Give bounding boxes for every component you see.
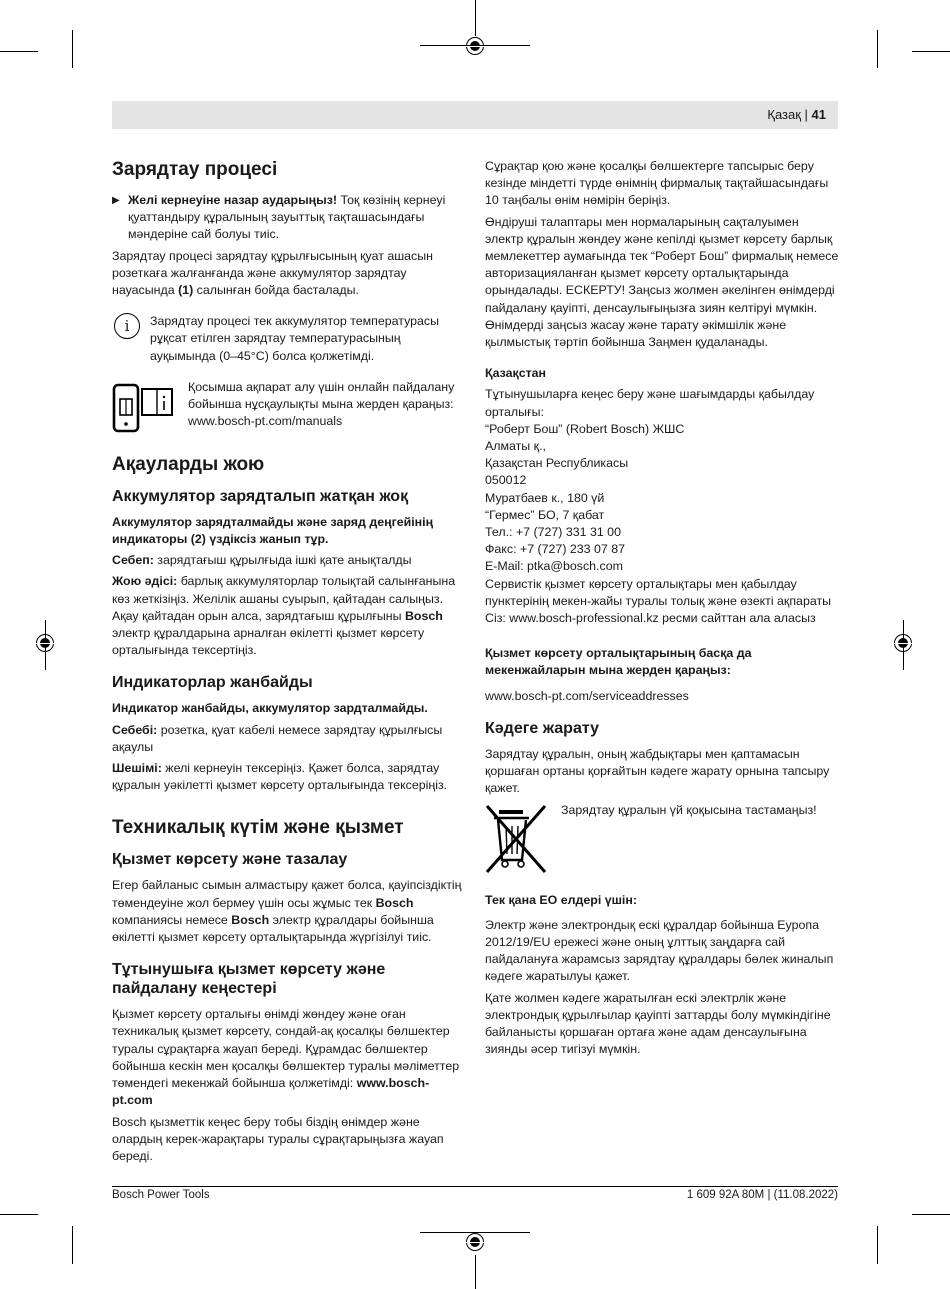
- crossed-out-bin-icon: [485, 802, 549, 874]
- contact-line: Сервистік қызмет көрсету орталықтары мен қабылдау пунктерінің мекен-жайы туралы толық және өзекті ақпараты Сіз: www.bosch-professional.kz ресми сайттан ала аласыз: [485, 576, 832, 626]
- crop-mark: [877, 30, 878, 68]
- contact-line: Муратбаев к., 180 үй: [485, 490, 605, 505]
- section-title-disposal: Кәдеге жарату: [485, 719, 599, 737]
- remedy-text: барлық аккумуляторлар толықтай салынғанына көз жеткізіңіз. Желілік ашаны суырып, қайтадан салыңыз. Ақау қайтадан орын алса, зарядтағыш құрылғыны: [112, 574, 456, 623]
- charging-text-b: салынған бойда басталады.: [193, 283, 359, 298]
- service-text: Егер байланыс сымын алмастыру қажет болса, қауіпсіздіктің төмендеуіне жол бермеу үшін осы жұмыс тек: [112, 878, 462, 910]
- charging-paragraph: [112, 248, 467, 300]
- contact-line: Тұтынушыларға кеңес беру және шағымдарды қабылдау орталығы:: [485, 387, 815, 419]
- bosch-advice-paragraph: Bosch қызметтік кеңес беру тобы біздің өнімдер және олардың керек-жарақтары туралы сұрақтарыңызға жауап береді.: [112, 1114, 444, 1163]
- crop-mark: [72, 30, 73, 68]
- kazakhstan-title: Қазақстан: [485, 366, 547, 381]
- cause-text: розетка, қуат кабелі немесе зарядтау құрылғысы ақаулы: [112, 722, 443, 754]
- kazakhstan-heading: [485, 365, 840, 382]
- online-manual-icon: [112, 379, 182, 435]
- subsection-no-indicators: Индикаторлар жанбайды: [112, 674, 313, 692]
- manual-note: [112, 379, 467, 435]
- charging-text-a: Зарядтау процесі зарядтау құрылғысының қуат ашасын розеткаға жалғанғанда және аккумулятор зарядтау науасында: [112, 248, 433, 298]
- symptom-1-text: Аккумулятор зарядталмайды және заряд деңгейінің индикаторы (2) үздіксіз жанып тұр.: [112, 514, 434, 547]
- remedy-text: желі кернеуін тексеріңіз. Қажет болса, зарядтау құралын уәкілетті қызмет көрсету орталығында тексеріңіз.: [112, 761, 448, 793]
- cause-label: Себебі:: [112, 722, 158, 737]
- addresses-heading: [485, 645, 840, 679]
- disposal-paragraph: Зарядтау құралын, оның жабдықтары мен қаптамасын қоршаған ортаны қорғайтын кәдеге жарату орнына тапсыру қажет.: [485, 746, 830, 796]
- cause-2: [112, 722, 467, 756]
- order-info-paragraph: Сұрақтар қою және қосалқы бөлшектерге тапсырыс беру кезінде міндетті түрде өнімнің фирмалық тақтайшасындағы 10 таңбалы өнім нөмірін беріңіз.: [485, 159, 829, 208]
- household-waste-text: Зарядтау құралын үй қоқысына тастамаңыз!: [561, 802, 817, 817]
- symptom-1: [112, 514, 467, 548]
- page-header: [112, 101, 838, 129]
- crop-mark: [0, 51, 38, 52]
- eu-title: Тек қана ЕО елдері үшін:: [485, 892, 637, 907]
- crop-mark: [475, 1255, 476, 1289]
- household-waste-warning: [485, 802, 840, 874]
- remedy-2: [112, 760, 467, 794]
- registration-mark-icon: [466, 1233, 484, 1251]
- contact-line: Қазақстан Республикасы: [485, 456, 629, 471]
- cause-label: Себеп:: [112, 553, 154, 568]
- warning-text: Тоқ көзінің кернеуі қуаттандыру құралының зауыттық тақташасындағы мәндеріне сай болуы тиіс.: [128, 193, 446, 242]
- service-text: электр құралдары бойынша өкілетті қызмет көрсету орталықтарында жүргізілуі тиіс.: [112, 912, 434, 945]
- right-column: [485, 158, 840, 1062]
- remedy-text: электр құралдарына арналған өкілетті қызмет көрсету орталығында тексертіңіз.: [112, 626, 425, 658]
- manual-note-text: Қосымша ақпарат алу үшін онлайн пайдалану бойынша нұсқаулықты мына жерден қараңыз: www.bosch-pt.com/manuals: [188, 379, 455, 429]
- service-text: компаниясы немесе: [112, 912, 232, 927]
- header-language: Қазақ: [767, 107, 801, 122]
- eu-heading: [485, 892, 840, 909]
- voltage-warning: [112, 192, 467, 244]
- warranty-paragraph: Өндіруші талаптары мен нормаларының сақталуымен электр құралын жөндеу және кепілді қызмет көрсету барлық мемлекеттер аумағында тек “Роберт Бош” фирмалық немесе авторизацияланған қызмет көрсету орталықтарында орындалады. ЕСКЕРТУ! Заңсыз жолмен әкелінген өнімдерді пайдалану қауіпті, денсаулығыңызға зиян келтіруі мүмкін. Өнімдерді заңсыз жасау және тарату әкімшілік және қылмыстық тәртіп бойынша Заңмен қудаланады.: [485, 214, 839, 350]
- cause-1: [112, 552, 467, 569]
- symptom-2-text: Индикатор жанбайды, аккумулятор зардталмайды.: [112, 701, 428, 716]
- footer-doc-ref: 1 609 92A 80M | (11.08.2022): [686, 1189, 838, 1201]
- contact-line: 050012: [485, 473, 527, 488]
- temperature-note-text: Зарядтау процесі тек аккумулятор температурасы рұқсат етілген зарядтау температурасының ауқымында (0–45°C) болса қолжетімді.: [150, 314, 440, 363]
- fax-line: Факс: +7 (727) 233 07 87: [485, 542, 626, 557]
- crop-mark: [0, 1214, 38, 1215]
- charging-ref: (1): [178, 283, 194, 298]
- symptom-2: [112, 700, 467, 717]
- remedy-label: Жою әдісі:: [112, 574, 178, 589]
- eu-hazard-paragraph: Қате жолмен кәдеге жаратылған ескі электрлік және электрондық құрылғылар қауіпті заттарды болу мүмкіндігіне байланысты қоршаған ортаға және адам денсаулығына зиянды әсер тигізуі мүмкін.: [485, 990, 831, 1057]
- left-column: [112, 158, 467, 1169]
- contact-line: Алматы қ.,: [485, 439, 546, 454]
- section-title-maintenance: Техникалық күтім және қызмет: [112, 817, 404, 839]
- subsection-not-charging: Аккумулятор зарядталып жатқан жоқ: [112, 487, 409, 505]
- warning-bold: Желі кернеуіне назар аударыңыз!: [128, 193, 338, 207]
- addresses-title: Қызмет көрсету орталықтарының басқа да мекенжайларын мына жерден қараңыз:: [485, 646, 752, 678]
- subsection-service-cleaning: Қызмет көрсету және тазалау: [112, 851, 348, 869]
- registration-mark-icon: [894, 634, 912, 652]
- contact-line: “Гермес” БО, 7 қабат: [485, 507, 605, 522]
- footer-divider: [112, 1186, 838, 1187]
- phone-line: Тел.: +7 (727) 331 31 00: [485, 525, 621, 540]
- service-addresses-link[interactable]: www.bosch-pt.com/serviceaddresses: [485, 688, 689, 703]
- customer-service-text: Қызмет көрсету орталығы өнімді жөндеу және оған техникалық қызмет көрсету, сондай-ақ қосалқы бөлшектер туралы сұрақтарға жауап береді. Құрамдас бөлшектер бойынша кескін мен қосалқы бөлшектер туралы мәліметтер төмендегі мекенжай бойынша қолжетімді:: [112, 1007, 460, 1091]
- spare-parts-link[interactable]: www.bosch-pt.com: [112, 1076, 430, 1108]
- eu-directive-paragraph: Электр және электрондық ескі құралдар бойынша Еуропа 2012/19/EU ережесі және оның ұлттық заңдарға сай пайдалануға жарамсыз зарядтау құралдары бөлек жиналып кәдеге жаратылуы қажет.: [485, 917, 834, 984]
- service-paragraph: [112, 877, 467, 946]
- header-label: Қазақ | 41: [767, 107, 826, 122]
- temperature-note: [112, 313, 467, 369]
- remedy-label: Шешімі:: [112, 761, 162, 776]
- contact-line: “Роберт Бош” (Robert Bosch) ЖШС: [485, 421, 685, 436]
- footer-brand: Bosch Power Tools: [112, 1189, 210, 1201]
- crop-mark: [877, 1226, 878, 1264]
- remedy-1: [112, 573, 467, 659]
- crop-mark: [912, 51, 950, 52]
- brand-name: Bosch: [231, 912, 270, 927]
- registration-mark-icon: [466, 37, 484, 55]
- section-title-charging: Зарядтау процесі: [112, 159, 278, 180]
- crop-mark: [475, 0, 476, 36]
- page-number: 41: [811, 107, 826, 122]
- kazakhstan-contact-block: [485, 386, 840, 627]
- brand-name: Bosch: [375, 895, 414, 910]
- subsection-customer-service: Тұтынушыға қызмет көрсету және пайдалану кеңестері: [112, 961, 386, 998]
- registration-mark-icon: [36, 634, 54, 652]
- crop-mark: [72, 1226, 73, 1264]
- customer-service-paragraph: [112, 1006, 467, 1109]
- cause-text: зарядтағыш құрылғыда ішкі қате анықталды: [153, 553, 412, 568]
- email-line[interactable]: E-Mail: ptka@bosch.com: [485, 559, 623, 574]
- brand-name: Bosch: [404, 608, 443, 623]
- crop-mark: [912, 1214, 950, 1215]
- info-icon: i: [114, 313, 140, 339]
- section-title-troubleshooting: Ақауларды жою: [112, 453, 265, 475]
